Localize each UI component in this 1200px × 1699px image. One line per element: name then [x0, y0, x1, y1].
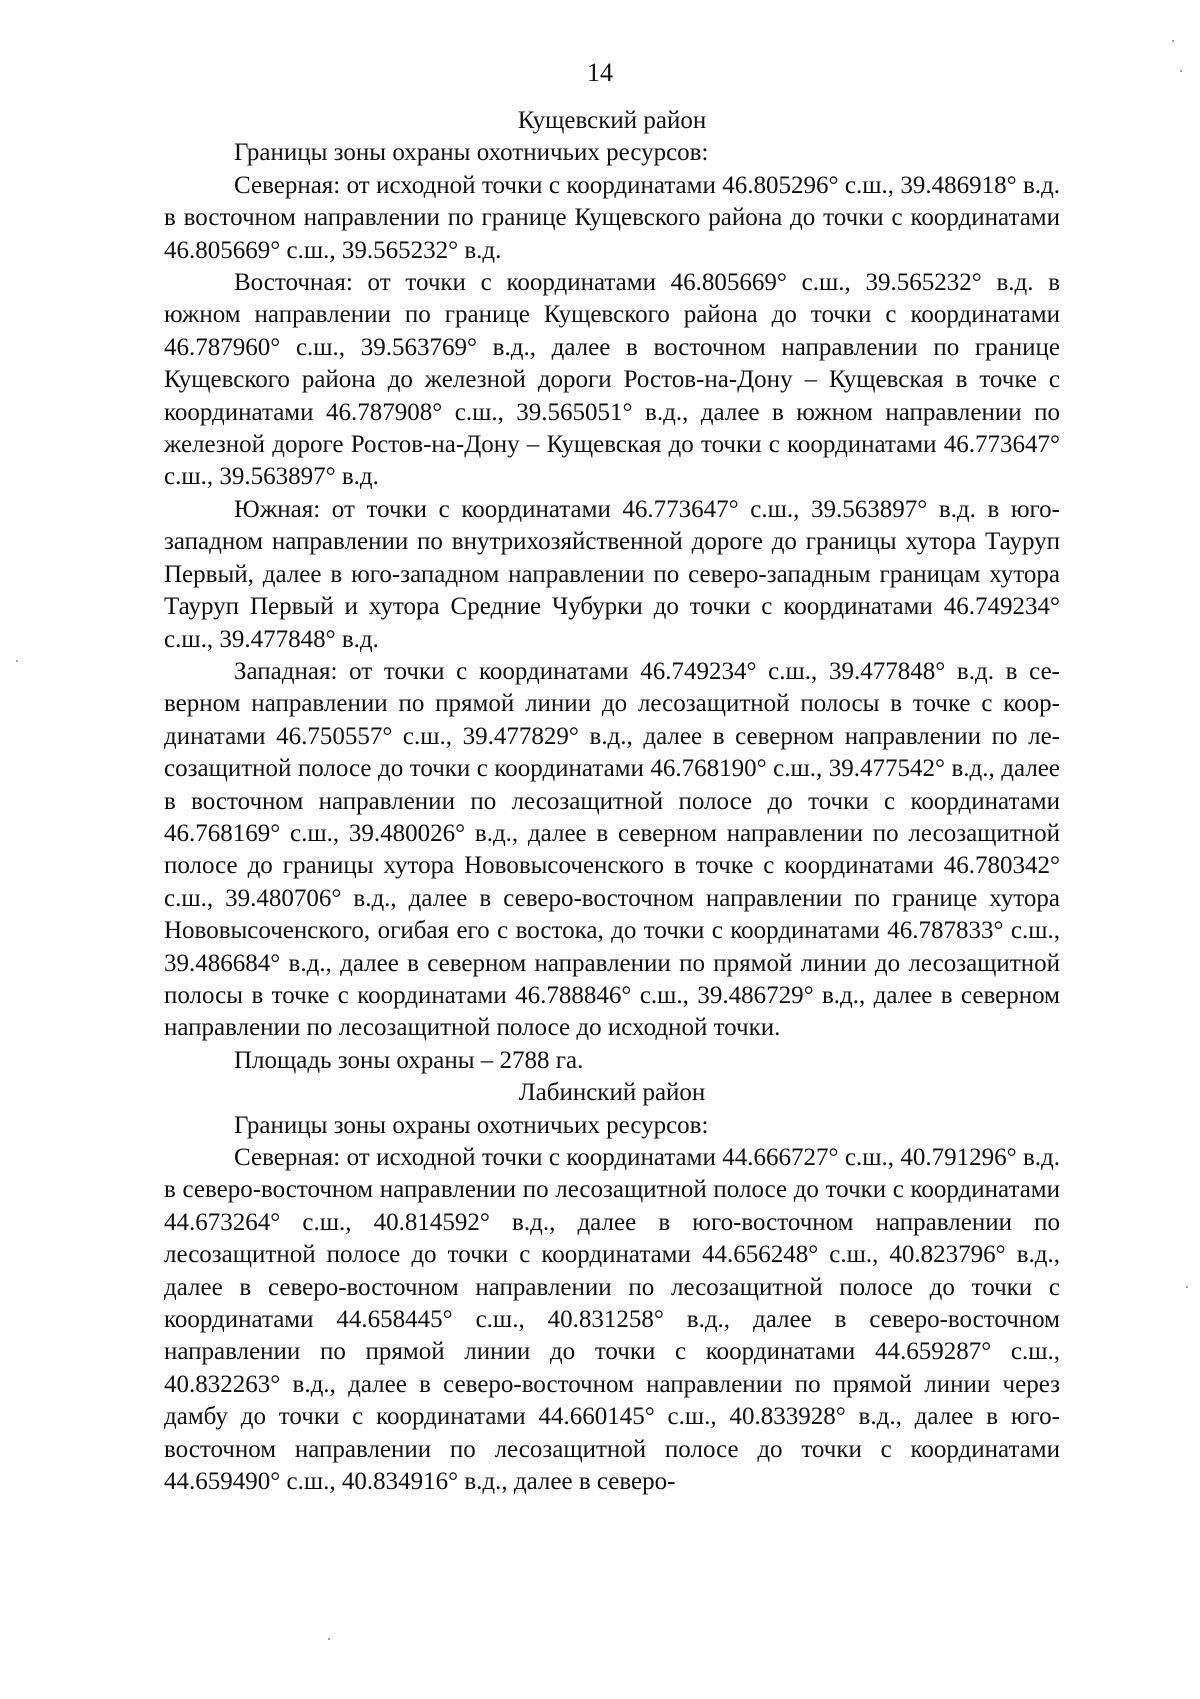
section-intro-labinsky: Границы зоны охраны охотничьих ресурсов:: [234, 1111, 709, 1139]
scan-speck: [1172, 40, 1174, 42]
scan-speck: [1180, 70, 1182, 72]
section-title-kushchevsky: Кущевский район: [517, 107, 707, 134]
paragraph-north-labinsky: Северная: от исходной точки с координатами 44.666727° с.ш., 40.791296° в.д. в северо-восточном направлении по лесозащитной полосе до точки с координатами 44.673264° с.ш., 40.814592° в.д., далее в юго-восточном направлении по лесозащитной полосе до точки с координатами 44.656248° с.ш., 40.823796° в.д., далее в северо-восточном направлении по лесозащитной полосе до точки с координатами 44.658445° с.ш., 40.831258° в.д., далее в северо-восточном направлении по прямой линии до точки с координатами 44.659287° с.ш., 40.832263° в.д., далее в северо-восточном направлении по прямой линии через дамбу до точки с координатами 44.660145° с.ш., 40.833928° в.д., далее в юго-восточном направлении по лесозащитной полосе до точки с координатами 44.659490° с.ш., 40.834916° в.д., далее в северо-: [164, 1144, 1060, 1496]
paragraph-south-kushchevsky: Южная: от точки с координатами 46.773647° с.ш., 39.563897° в.д. в юго-западном направлении по внутрихозяйственной дороге до границы хутора Тауруп Первый, далее в юго-западном направлении по северо-западным границам хутора Тауруп Первый и хутора Средние Чубурки до точки с координатами 46.749234° с.ш., 39.477848° в.д.: [164, 495, 1060, 653]
section-title-labinsky: Лабинский район: [518, 1079, 706, 1107]
scan-speck: [328, 1638, 330, 1640]
paragraph-west-kushchevsky: Западная: от точки с координатами 46.749234° с.ш., 39.477848° в.д. в северном направлении по прямой линии до лесозащитной полосы в точке с координатами 46.750557° с.ш., 39.477829° в.д., далее в северном направлении по лесозащитной полосе до точки с координатами 46.768190° с.ш., 39.477542° в.д., далее в восточном направлении по лесозащитной полосе до точки с координатами 46.768169° с.ш., 39.480026° в.д., далее в северном направлении по лесозащитной полосе до границы хутора Нововысоченского в точке с координатами 46.780342° с.ш., 39.480706° в.д., далее в северо-восточном направлении по границе хутора Нововысоченского, огибая его с востока, до точки с координатами 46.787833° с.ш., 39.486684° в.д., далее в северном направлении по прямой линии до лесозащитной полосы в точке с координатами 46.788846° с.ш., 39.486729° в.д., далее в северном направлении по лесозащитной полосе до исходной точки.: [164, 657, 1060, 1042]
scan-speck: [16, 660, 18, 662]
section-intro-kushchevsky: Границы зоны охраны охотничьих ресурсов:: [234, 139, 709, 167]
document-body: [164, 105, 1060, 1498]
page-number: 14: [587, 58, 613, 87]
paragraph-east-kushchevsky: Восточная: от точки с координатами 46.805669° с.ш., 39.565232° в.д. в южном направлении по границе Кущевского района до точки с координатами 46.787960° с.ш., 39.563769° в.д., далее в восточном направлении по границе Кущевского района до железной дороги Ростов-на-Дону – Кущевская в точке с координатами 46.787908° с.ш., 39.565051° в.д., далее в южном направлении по железной дороге Ростов-на-Дону – Кущевская до точки с координатами 46.773647° с.ш., 39.563897° в.д.: [164, 269, 1060, 491]
paragraph-north-kushchevsky: Северная: от исходной точки с координатами 46.805296° с.ш., 39.486918° в.д. в восточном направлении по границе Кущевского района до точки с координатами 46.805669° с.ш., 39.565232° в.д.: [164, 171, 1060, 264]
scan-speck: [1186, 1286, 1188, 1288]
area-statement-kushchevsky: Площадь зоны охраны – 2788 га.: [234, 1046, 584, 1074]
